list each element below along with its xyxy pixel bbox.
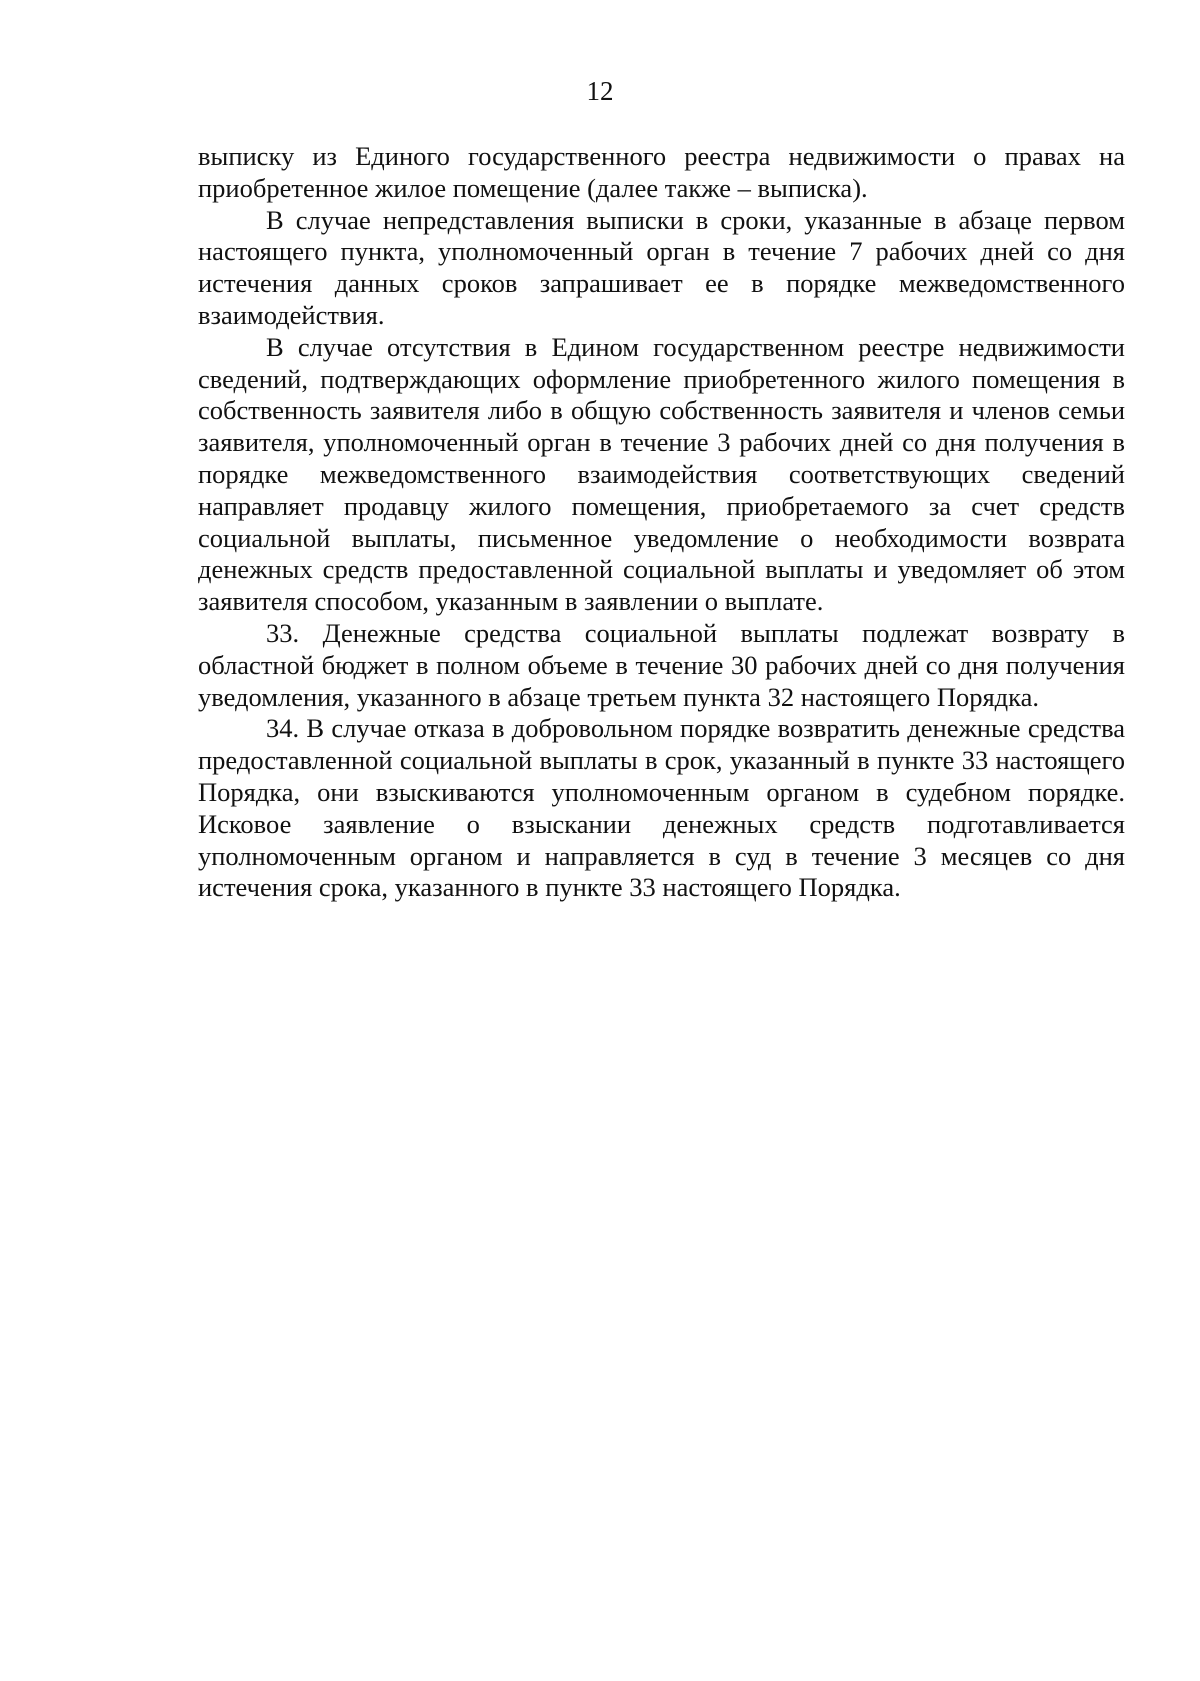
page-number: 12 <box>586 76 614 106</box>
paragraph-missing-registry-info: В случае отсутствия в Едином государственном реестре недвижимости сведений, подтверждающих оформление приобретенного жилого помещения в собственность заявителя либо в общую собственность заявителя и членов семьи заявителя, уполномоченный орган в течение 3 рабочих дней со дня получения в порядке межведомственного взаимодействия соответствующих сведений направляет продавцу жилого помещения, приобретаемого за счет средств социальной выплаты, письменное уведомление о необходимости возврата денежных средств предоставленной социальной выплаты и уведомляет об этом заявителя способом, указанным в заявлении о выплате. <box>198 331 1125 617</box>
paragraph-item-34: 34. В случае отказа в добровольном порядке возвратить денежные средства предоставленной социальной выплаты в срок, указанный в пункте 33 настоящего Порядка, они взыскиваются уполномоченным органом в судебном порядке. Исковое заявление о взыскании денежных средств подготавливается уполномоченным органом и направляется в суд в течение 3 месяцев со дня истечения срока, указанного в пункте 33 настоящего Порядка. <box>198 713 1125 903</box>
paragraph-item-33: 33. Денежные средства социальной выплаты подлежат возврату в областной бюджет в полном объеме в течение 30 рабочих дней со дня получения уведомления, указанного в абзаце третьем пункта 32 настоящего Порядка. <box>198 617 1125 712</box>
paragraph-missing-extract: В случае непредставления выписки в сроки, указанные в абзаце первом настоящего пункта, уполномоченный орган в течение 7 рабочих дней со дня истечения данных сроков запрашивает ее в порядке межведомственного взаимодействия. <box>198 204 1125 330</box>
paragraph-continuation: выписку из Единого государственного реестра недвижимости о правах на приобретенное жилое помещение (далее также – выписка). <box>198 141 1125 203</box>
document-body <box>198 141 1125 904</box>
